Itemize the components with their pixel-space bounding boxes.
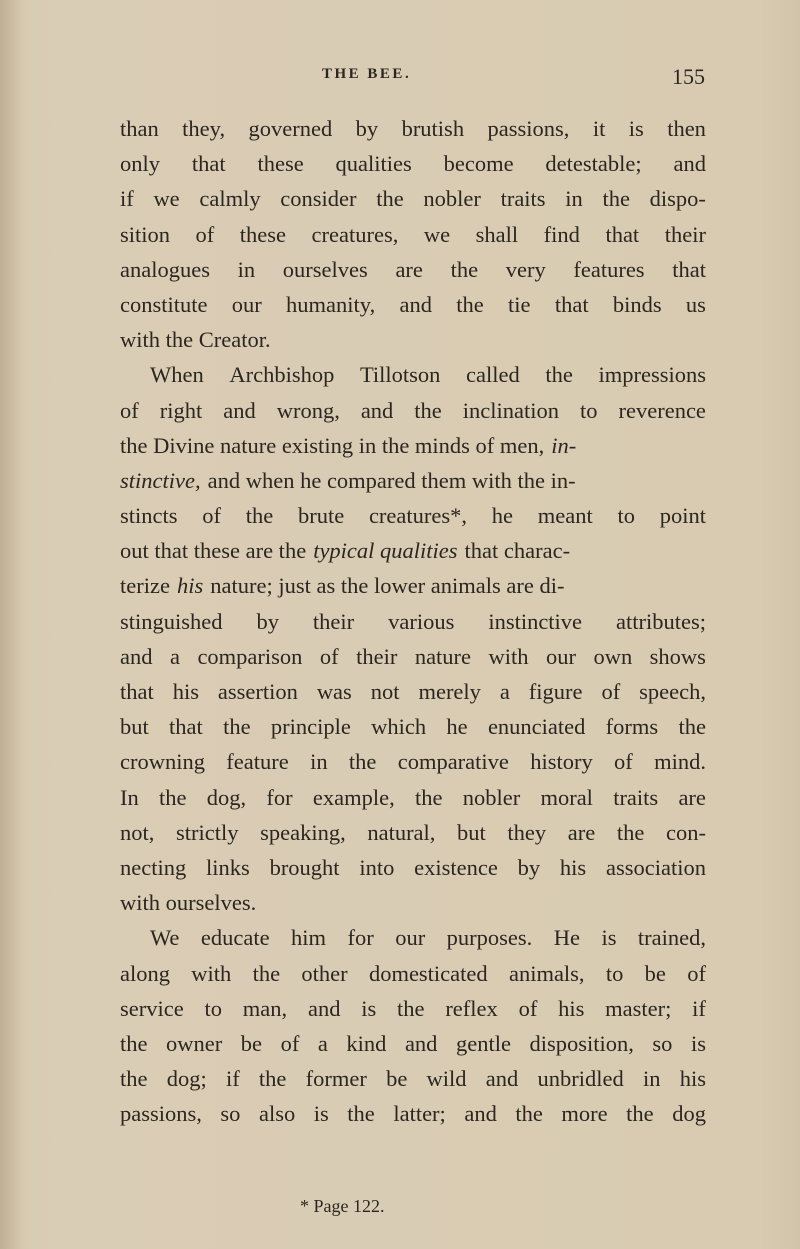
word: by (256, 608, 279, 634)
text-line (120, 956, 706, 991)
word: than (120, 116, 159, 141)
word: of (518, 995, 538, 1021)
word: animals, (508, 960, 585, 986)
word: service (120, 995, 184, 1021)
word: he (446, 714, 468, 740)
word: our (545, 643, 576, 669)
word: that (120, 679, 154, 704)
word: in (310, 749, 328, 775)
word: Archbishop (229, 362, 335, 388)
word: purposes. (446, 925, 533, 951)
word: that (169, 714, 203, 740)
word: principle (270, 714, 351, 740)
word: for (347, 925, 374, 951)
word: crowning (120, 749, 205, 775)
word: are (567, 819, 596, 845)
word: of (687, 960, 706, 986)
word: to (580, 397, 598, 423)
text-line (120, 850, 706, 885)
word: domesticated (368, 960, 488, 986)
word: traits (613, 784, 659, 810)
word: impressions (598, 362, 706, 388)
word: and (399, 291, 432, 317)
text-line (120, 674, 706, 709)
text-line (120, 568, 706, 603)
text-line (120, 252, 706, 287)
word: former (305, 1066, 367, 1092)
word: his (558, 995, 585, 1021)
word: they (507, 819, 547, 845)
text-line (120, 533, 706, 568)
word: analogues (120, 256, 210, 282)
text-line (120, 1096, 706, 1131)
word: is (313, 1101, 329, 1127)
word: shall (475, 221, 519, 247)
word: moral (540, 784, 593, 810)
word: that (605, 221, 640, 247)
word: ourselves (282, 256, 368, 282)
word: master; (605, 995, 672, 1021)
word: forms (605, 714, 659, 740)
word: for (266, 784, 293, 810)
word: merely (418, 679, 481, 704)
italic-segment: stinctive, (120, 467, 201, 493)
word: dispo- (649, 186, 706, 212)
word: him (291, 925, 327, 951)
word: nobler (462, 784, 521, 810)
word: are (678, 784, 706, 810)
word: detestable; (545, 151, 642, 177)
word: the (347, 1101, 375, 1127)
word: passions, (487, 116, 570, 141)
word: speaking, (260, 819, 346, 845)
word: latter; (393, 1101, 446, 1127)
word: the (545, 362, 573, 388)
text-line: with ourselves. (120, 890, 257, 916)
word: the (120, 1030, 148, 1056)
word: the (223, 714, 251, 740)
word: the (120, 1066, 148, 1092)
word: his (679, 1066, 706, 1092)
word: of (202, 503, 221, 529)
word: qualities (335, 151, 412, 177)
word: of (195, 221, 215, 247)
word: the (450, 256, 479, 282)
word: governed (248, 116, 333, 141)
word: strictly (176, 819, 239, 845)
word: wild (426, 1066, 467, 1092)
word: gentle (455, 1030, 511, 1056)
word: of (614, 749, 633, 775)
word: brute (297, 503, 345, 529)
word: their (664, 221, 706, 247)
word: constitute (120, 291, 208, 317)
text-line (120, 463, 706, 498)
word: association (605, 854, 706, 880)
word: is (628, 116, 644, 141)
word: passions, (120, 1101, 202, 1127)
text-segment: out that these are the (120, 538, 307, 564)
word: inclination (462, 397, 560, 423)
word: instinctive (488, 608, 583, 634)
word: we (153, 186, 180, 212)
word: our (395, 925, 426, 951)
word: disposition, (529, 1030, 634, 1056)
word: is (690, 1030, 706, 1056)
word: tie (508, 291, 531, 317)
word: called (466, 362, 520, 388)
word: of (280, 1030, 300, 1056)
word: more (561, 1101, 608, 1127)
word: owner (166, 1030, 223, 1056)
word: and (485, 1066, 519, 1092)
word: creatures*, (368, 503, 468, 529)
word: nobler (423, 186, 481, 212)
word: and (404, 1030, 438, 1056)
word: links (206, 854, 250, 880)
word: that (191, 151, 226, 177)
word: traits (500, 186, 546, 212)
word: con- (665, 819, 706, 845)
word: attributes; (616, 608, 706, 634)
word: is (361, 995, 377, 1021)
word: so (652, 1030, 673, 1056)
word: shows (649, 643, 706, 669)
text-line (120, 991, 706, 1026)
word: existence (414, 854, 498, 880)
word: dog, (206, 784, 247, 810)
word: feature (226, 749, 289, 775)
word: When (150, 362, 204, 388)
word: stinguished (120, 608, 223, 634)
word: that (554, 291, 589, 317)
text-line (120, 709, 706, 744)
word: by (517, 854, 541, 880)
word: with (488, 643, 529, 669)
text-line (120, 1026, 706, 1061)
word: by (355, 116, 379, 141)
word: comparison (197, 643, 303, 669)
text-line (120, 111, 706, 146)
word: be (644, 960, 666, 986)
word: Tillotson (359, 362, 441, 388)
page-number: 155 (672, 64, 705, 89)
word: and (673, 151, 706, 177)
word: the (397, 995, 425, 1021)
word: comparative (397, 749, 509, 775)
word: the (515, 1101, 543, 1127)
word: but (457, 819, 486, 845)
text-line (120, 604, 706, 639)
word: it (592, 116, 606, 141)
word: We (150, 925, 180, 951)
word: the (616, 819, 645, 845)
running-head (120, 66, 705, 96)
word: of (319, 643, 339, 669)
word: their (312, 608, 355, 634)
word: to (605, 960, 624, 986)
word: but (120, 714, 149, 740)
italic-segment: his (176, 573, 204, 599)
word: also (258, 1101, 296, 1127)
word: find (543, 221, 580, 247)
word: He (553, 925, 580, 951)
word: which (371, 714, 427, 740)
word: dog; (166, 1066, 207, 1092)
text-segment: nature; just as the lower animals are di- (210, 573, 565, 599)
word: reflex (445, 995, 498, 1021)
word: our (231, 291, 262, 317)
word: the (602, 186, 630, 212)
text-line (120, 146, 706, 181)
word: to (617, 503, 635, 529)
word: various (388, 608, 455, 634)
word: the (159, 784, 187, 810)
word: the (376, 186, 404, 212)
word: in (237, 256, 256, 282)
text-line (120, 780, 706, 815)
word: brutish (401, 116, 465, 141)
word: the (678, 714, 706, 740)
word: these (257, 151, 304, 177)
word: and (223, 397, 256, 423)
word: the (348, 749, 377, 775)
word: into (359, 854, 395, 880)
word: be (240, 1030, 263, 1056)
word: assertion (217, 679, 298, 704)
word: trained, (637, 925, 706, 951)
footnote: * Page 122. (300, 1196, 385, 1216)
text-line (120, 498, 706, 533)
word: point (659, 503, 706, 529)
text-line (120, 920, 706, 955)
word: humanity, (286, 291, 376, 317)
word: the (414, 397, 442, 423)
word: creatures, (311, 221, 399, 247)
word: the (245, 503, 274, 529)
word: unbridled (537, 1066, 624, 1092)
word: become (443, 151, 514, 177)
word: us (685, 291, 706, 317)
text-segment: and when he compared them with the in- (207, 467, 576, 493)
text-line (120, 744, 706, 779)
word: not (370, 679, 400, 704)
word: educate (200, 925, 270, 951)
word: figure (528, 679, 583, 704)
word: then (667, 116, 706, 141)
word: and (464, 1101, 497, 1127)
word: reverence (618, 397, 706, 423)
word: example, (312, 784, 395, 810)
word: very (505, 256, 546, 282)
word: only (120, 151, 161, 177)
word: a (499, 679, 510, 704)
italic-segment: typical qualities (313, 538, 458, 564)
word: of (120, 397, 139, 423)
word: history (530, 749, 593, 775)
word: his (559, 854, 587, 880)
word: along (120, 960, 170, 986)
word: enunciated (487, 714, 586, 740)
word: that (672, 256, 706, 282)
italic-segment: in- (551, 432, 577, 458)
word: these (239, 221, 287, 247)
text-line (120, 1061, 706, 1096)
word: their (356, 643, 398, 669)
word: they, (182, 116, 226, 141)
word: be (386, 1066, 408, 1092)
text-line (120, 287, 706, 322)
word: necting (120, 854, 187, 880)
text-line: with the Creator. (120, 327, 271, 353)
word: with (191, 960, 232, 986)
word: in (565, 186, 583, 212)
word: the (456, 291, 484, 317)
word: other (301, 960, 348, 986)
text-segment: that charac- (464, 538, 571, 564)
text-line (120, 428, 706, 463)
text-line (120, 639, 706, 674)
word: if (225, 1066, 240, 1092)
word: is (601, 925, 617, 951)
word: in (642, 1066, 661, 1092)
word: the (626, 1101, 654, 1127)
word: and (307, 995, 341, 1021)
word: sition (120, 221, 171, 247)
word: if (692, 995, 706, 1021)
word: so (220, 1101, 241, 1127)
word: features (573, 256, 645, 282)
word: of (601, 679, 621, 704)
word: kind (346, 1030, 387, 1056)
text-line (120, 181, 706, 216)
word: binds (612, 291, 662, 317)
word: mind. (654, 749, 706, 775)
word: if (120, 186, 134, 212)
gutter-shadow (0, 0, 22, 1249)
word: and (120, 643, 153, 669)
word: not, (120, 819, 155, 845)
word: speech, (639, 679, 706, 704)
word: the (252, 960, 281, 986)
word: consider (280, 186, 357, 212)
word: stincts (120, 503, 178, 529)
word: are (395, 256, 423, 282)
word: to (204, 995, 223, 1021)
text-line (120, 217, 706, 252)
word: the (258, 1066, 287, 1092)
word: he (491, 503, 513, 529)
word: meant (537, 503, 593, 529)
word: dog (672, 1101, 706, 1127)
word: natural, (367, 819, 436, 845)
running-title: THE BEE. (322, 66, 412, 82)
body-text (120, 111, 706, 1131)
word: nature (414, 643, 472, 669)
text-segment: terize (120, 573, 170, 599)
word: In (120, 784, 139, 810)
word: the (414, 784, 443, 810)
word: right (159, 397, 203, 423)
text-line (120, 393, 706, 428)
word: calmly (199, 186, 261, 212)
word: wrong, (276, 397, 340, 423)
word: man, (242, 995, 288, 1021)
text-segment: the Divine nature existing in the minds of men, (120, 432, 545, 458)
word: brought (269, 854, 340, 880)
word: we (423, 221, 451, 247)
text-line (120, 357, 706, 392)
word: was (316, 679, 352, 704)
word: his (172, 679, 199, 704)
word: and (360, 397, 394, 423)
text-line (120, 815, 706, 850)
word: own (593, 643, 633, 669)
word: a (317, 1030, 328, 1056)
word: a (169, 643, 180, 669)
